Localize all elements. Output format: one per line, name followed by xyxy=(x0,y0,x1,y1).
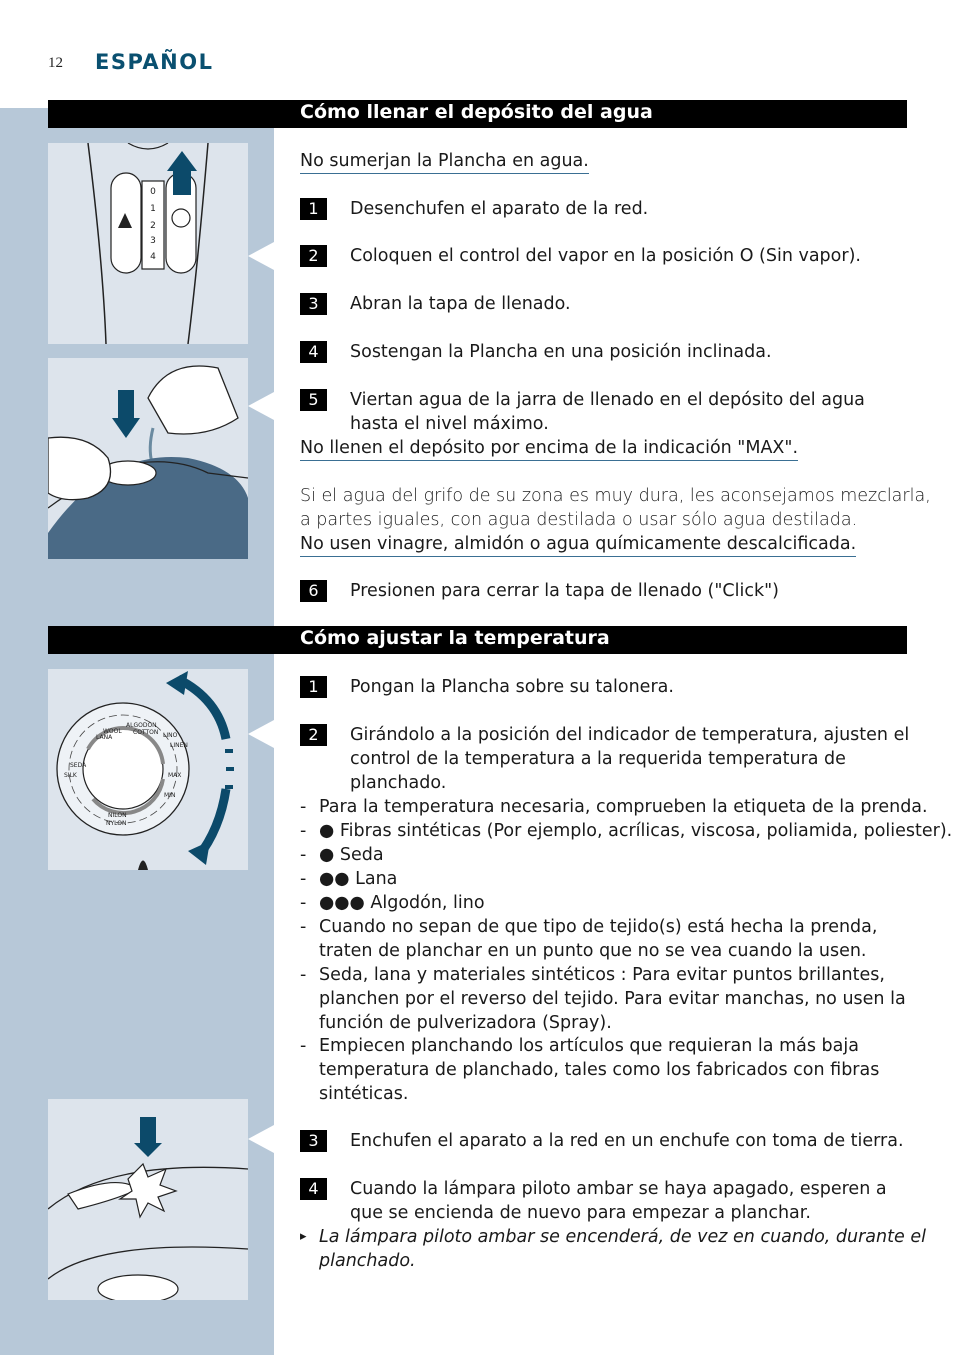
steam-dial-label: 4 xyxy=(150,252,156,262)
temperature-dial-drawing xyxy=(48,669,248,870)
bullet-text: función de pulverizadora (Spray). xyxy=(319,1013,612,1033)
page-number: 12 xyxy=(48,55,63,71)
step-number: 3 xyxy=(300,1130,327,1152)
bullet-dash: - xyxy=(300,893,307,913)
step-number: 1 xyxy=(300,198,327,220)
step-number: 2 xyxy=(300,245,327,267)
hard-water-note: a partes iguales, con agua destilada o usar sólo agua destilada. xyxy=(300,510,858,530)
illustration-notch xyxy=(248,720,274,748)
dial-label: MIN xyxy=(164,792,176,799)
step-number: 6 xyxy=(300,580,327,602)
step-number: 4 xyxy=(300,341,327,363)
steam-dial-label: 2 xyxy=(150,221,156,231)
bullet-dash: - xyxy=(300,845,307,865)
dial-label: NILON xyxy=(108,812,127,819)
bullet-dash: - xyxy=(300,821,307,841)
steam-control-drawing xyxy=(48,143,248,344)
dial-label: ALGODON xyxy=(126,722,157,729)
steam-control-illustration xyxy=(48,143,248,344)
step-number: 3 xyxy=(300,293,327,315)
bullet-text: Cuando no sepan de que tipo de tejido(s) está hecha la prenda, xyxy=(319,917,878,937)
bullet-text: sintéticas. xyxy=(319,1084,409,1104)
result-text: planchado. xyxy=(319,1251,416,1271)
bullet-text: temperatura de planchado, tales como los fabricados con fibras xyxy=(319,1060,880,1080)
steam-dial-label: 1 xyxy=(150,204,156,214)
dial-label: LANA xyxy=(96,734,113,741)
step-text: control de la temperatura a la requerida temperatura de xyxy=(350,749,846,769)
step-number: 2 xyxy=(300,724,327,746)
step-text: Desenchufen el aparato de la red. xyxy=(350,199,649,219)
dial-label: NYLON xyxy=(106,820,127,827)
bullet-text: Para la temperatura necesaria, comprueben la etiqueta de la prenda. xyxy=(319,797,928,817)
step-number: 5 xyxy=(300,389,327,411)
result-text: La lámpara piloto ambar se encenderá, de vez en cuando, durante el xyxy=(319,1227,926,1247)
step-text: que se encienda de nuevo para empezar a planchar. xyxy=(350,1203,811,1223)
step-text: Coloquen el control del vapor en la posición O (Sin vapor). xyxy=(350,246,861,266)
steam-dial-label: 3 xyxy=(150,236,156,246)
section-bar-fill-tank xyxy=(48,100,907,128)
bullet-dash: - xyxy=(300,965,307,985)
step-text: Sostengan la Plancha en una posición inclinada. xyxy=(350,342,772,362)
pour-water-illustration xyxy=(48,358,248,559)
temperature-dial-illustration xyxy=(48,669,248,870)
bullet-text: traten de planchar en un punto que no se vea cuando la usen. xyxy=(319,941,867,961)
warning-no-vinegar: No usen vinagre, almidón o agua químicamente descalcificada. xyxy=(300,533,856,557)
dial-label: LINO xyxy=(163,732,178,739)
bullet-text: Seda, lana y materiales sintéticos : Para evitar puntos brillantes, xyxy=(319,965,885,985)
result-marker: ▸ xyxy=(300,1229,307,1244)
warning-max-level: No llenen el depósito por encima de la indicación "MAX". xyxy=(300,437,798,461)
dial-label: MAX xyxy=(168,772,182,779)
step-text: planchado. xyxy=(350,773,447,793)
dial-label: COTTON xyxy=(133,729,159,736)
warning-no-submerge: No sumerjan la Plancha en agua. xyxy=(300,150,589,174)
pilot-light-illustration xyxy=(48,1099,248,1300)
step-text: Abran la tapa de llenado. xyxy=(350,294,571,314)
section-title-fill-tank: Cómo llenar el depósito del agua xyxy=(300,101,653,123)
dial-label: SILK xyxy=(64,772,77,779)
steam-dial-label: 0 xyxy=(150,187,156,197)
step-text: Cuando la lámpara piloto ambar se haya apagado, esperen a xyxy=(350,1179,887,1199)
dial-label: LINEN xyxy=(170,742,188,749)
step-text: Girándolo a la posición del indicador de temperatura, ajusten el xyxy=(350,725,910,745)
step-text: Viertan agua de la jarra de llenado en el depósito del agua xyxy=(350,390,865,410)
step-text: Pongan la Plancha sobre su talonera. xyxy=(350,677,674,697)
hard-water-note: Si el agua del grifo de su zona es muy dura, les aconsejamos mezclarla, xyxy=(300,486,931,506)
bullet-dash: - xyxy=(300,1036,307,1056)
bullet-text: Empiecen planchando los artículos que requieran la más baja xyxy=(319,1036,859,1056)
bullet-dash: - xyxy=(300,869,307,889)
step-text: Presionen para cerrar la tapa de llenado ("Click") xyxy=(350,581,779,601)
pilot-light-drawing xyxy=(48,1099,248,1300)
section-bar-temperature xyxy=(48,626,907,654)
illustration-notch xyxy=(248,1125,274,1153)
bullet-dash: - xyxy=(300,797,307,817)
illustration-notch xyxy=(248,392,274,420)
step-text: hasta el nivel máximo. xyxy=(350,414,549,434)
step-number: 1 xyxy=(300,676,327,698)
bullet-text: ●●● Algodón, lino xyxy=(319,893,485,913)
dial-label: WOOL xyxy=(103,728,122,735)
illustration-notch xyxy=(248,242,274,270)
bullet-text: ●● Lana xyxy=(319,869,398,889)
language-heading: ESPAÑOL xyxy=(95,50,214,74)
pour-water-drawing xyxy=(48,358,248,559)
section-title-temperature: Cómo ajustar la temperatura xyxy=(300,627,610,649)
step-number: 4 xyxy=(300,1178,327,1200)
bullet-text: ● Seda xyxy=(319,845,384,865)
bullet-text: ● Fibras sintéticas (Por ejemplo, acrílicas, viscosa, poliamida, poliester). xyxy=(319,821,953,841)
dial-label: SEDA xyxy=(70,762,87,769)
bullet-dash: - xyxy=(300,917,307,937)
step-text: Enchufen el aparato a la red en un enchufe con toma de tierra. xyxy=(350,1131,904,1151)
bullet-text: planchen por el reverso del tejido. Para evitar manchas, no usen la xyxy=(319,989,906,1009)
